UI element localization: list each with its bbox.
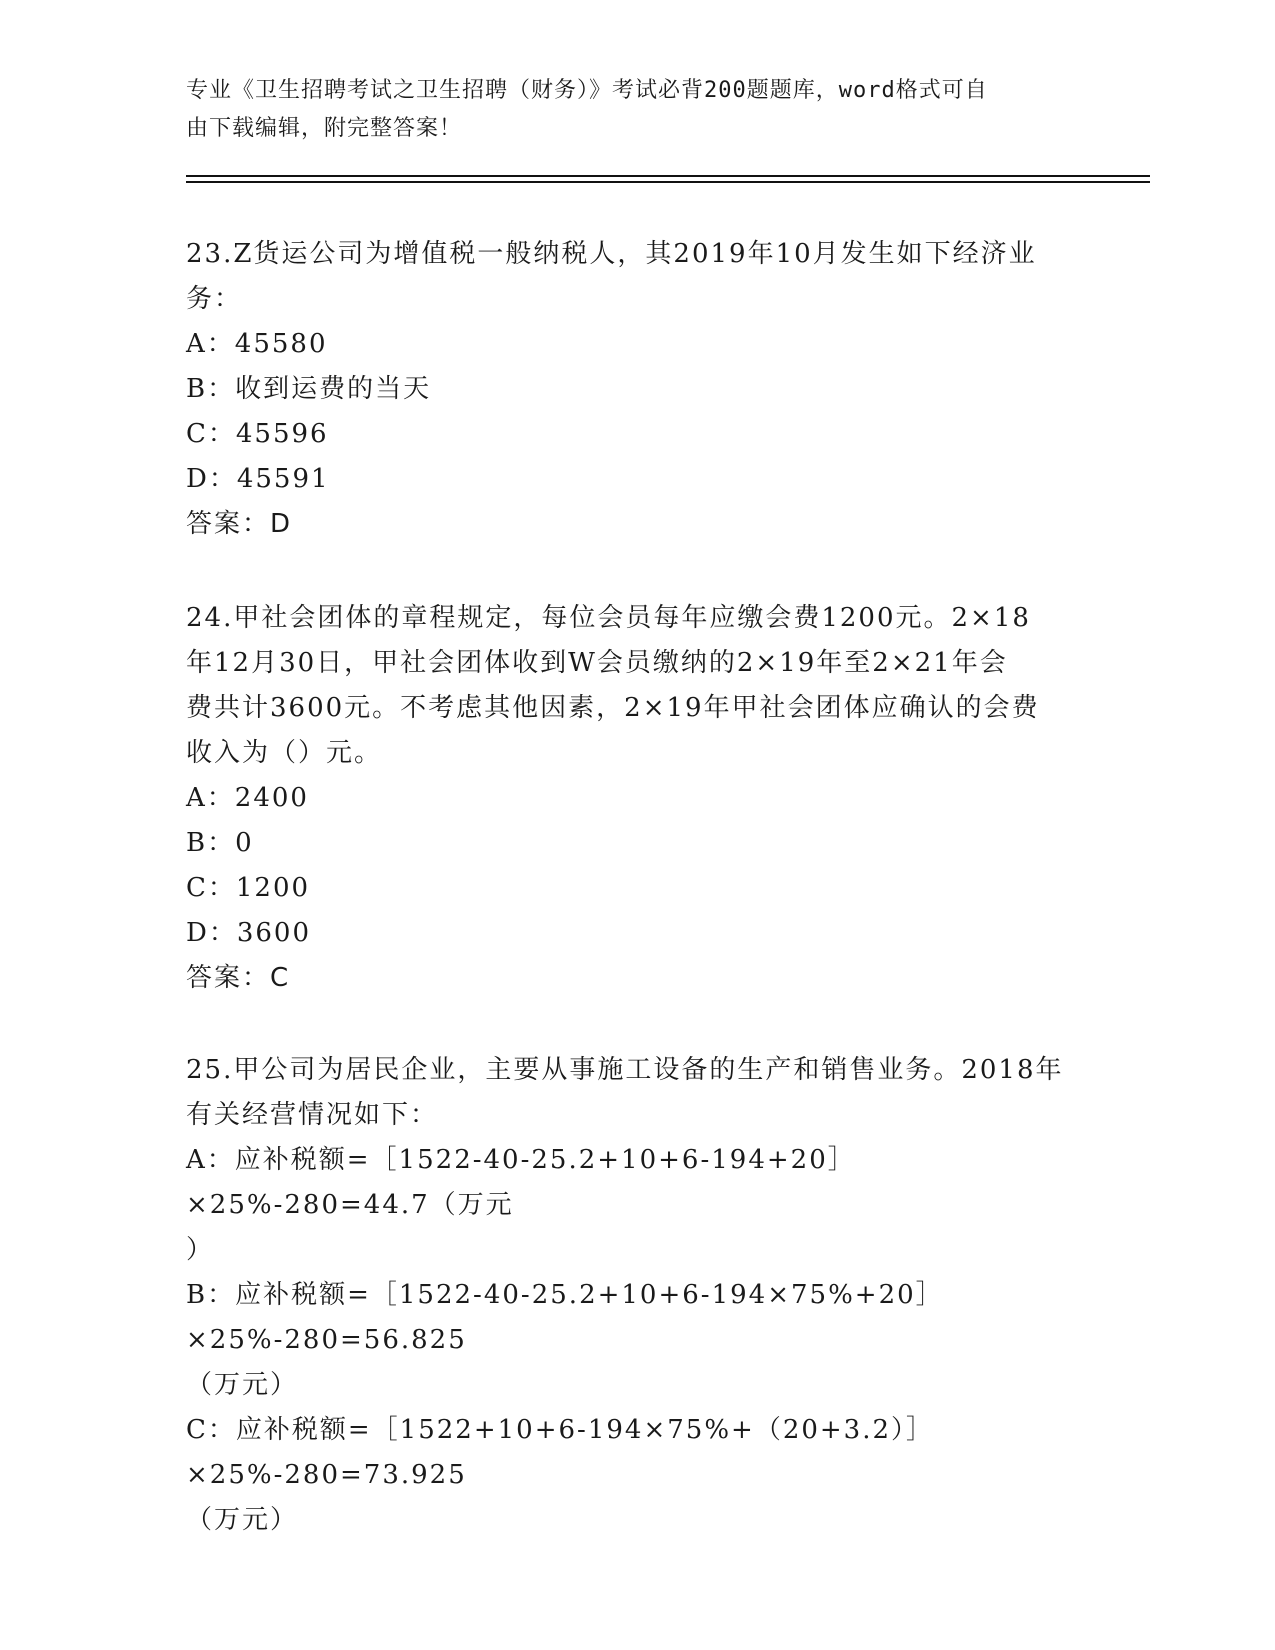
question-stem-line: 年12月30日，甲社会团体收到W会员缴纳的2×19年至2×21年会 <box>186 648 1008 678</box>
question-stem-line: 23.Z货运公司为增值税一般纳税人，其2019年10月发生如下经济业 <box>186 239 1037 269</box>
question-stem-line: 务： <box>186 284 243 314</box>
question-25 <box>186 1048 1086 1543</box>
answer-label: 答案：D <box>186 509 293 539</box>
question-stem-line: 收入为（）元。 <box>186 738 383 768</box>
header-line-1: 专业《卫生招聘考试之卫生招聘（财务）》考试必背200题题库，word格式可自 <box>186 78 988 103</box>
option-c: C：1200 <box>186 873 311 903</box>
option-b: B：应补税额=［1522-40-25.2+10+6-194×75%+20］×25%-280=56.825 <box>186 1280 944 1355</box>
question-stem-line: 有关经营情况如下： <box>186 1100 439 1130</box>
option-c: C：45596 <box>186 419 329 449</box>
option-a-continuation: ） <box>186 1235 215 1265</box>
option-a: A：应补税额=［1522-40-25.2+10+6-194+20］×25%-280=44.7（万元 <box>186 1145 856 1220</box>
header-divider-top <box>186 175 1150 177</box>
option-d: D：3600 <box>186 918 312 948</box>
question-stem-line: 费共计3600元。不考虑其他因素，2×19年甲社会团体应确认的会费 <box>186 693 1040 723</box>
question-stem-line: 24.甲社会团体的章程规定，每位会员每年应缴会费1200元。2×18 <box>186 603 1031 633</box>
option-b-continuation: （万元） <box>186 1370 299 1400</box>
option-a: A：2400 <box>186 783 309 813</box>
header-divider-bottom <box>186 181 1150 183</box>
option-c: C：应补税额=［1522+10+6-194×75%+（20+3.2）］×25%-280=73.925 <box>186 1415 935 1490</box>
document-header <box>186 72 1066 148</box>
option-d: D：45591 <box>186 464 330 494</box>
question-24 <box>186 596 1086 1001</box>
answer-label: 答案：C <box>186 963 291 993</box>
option-b: B：收到运费的当天 <box>186 374 432 404</box>
option-a: A：45580 <box>186 329 328 359</box>
question-stem-line: 25.甲公司为居民企业，主要从事施工设备的生产和销售业务。2018年 <box>186 1055 1064 1085</box>
option-c-continuation: （万元） <box>186 1505 299 1535</box>
question-23 <box>186 232 1086 547</box>
header-line-2: 由下载编辑，附完整答案！ <box>186 116 463 141</box>
option-b: B：0 <box>186 828 254 858</box>
